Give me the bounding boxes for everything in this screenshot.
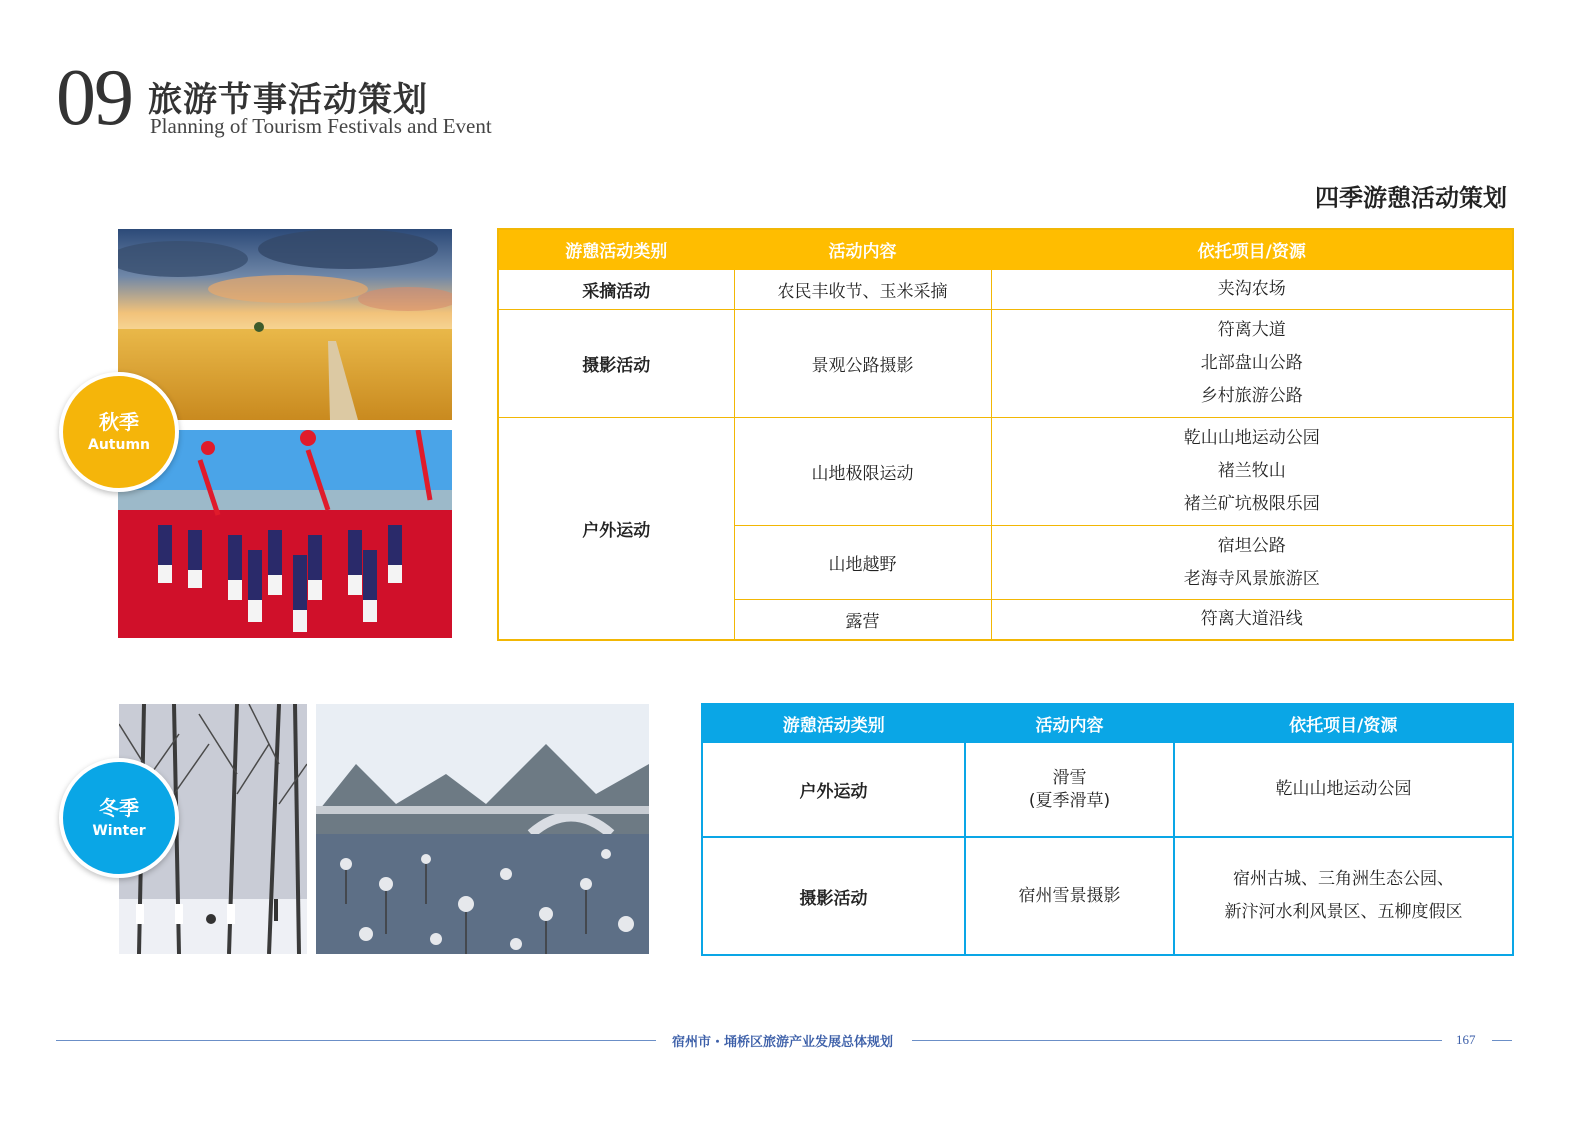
footer-rule-right: [1492, 1040, 1512, 1041]
snowy-lake-bridge-photo: [316, 704, 649, 954]
resource-line: 宿坦公路: [1217, 535, 1286, 556]
content-cell: 景观公路摄影: [734, 310, 991, 418]
footer-page-number: 167: [1456, 1032, 1476, 1047]
resource-line: 符离大道: [1217, 320, 1286, 340]
winter-badge-en: Winter: [92, 823, 146, 839]
content-cell: 露营: [734, 600, 991, 640]
autumn-header-resources: 依托项目/资源: [991, 229, 1513, 270]
resource-line: 褚兰牧山: [1217, 461, 1286, 481]
autumn-table-header: [498, 229, 1513, 270]
category-cell: 户外运动: [498, 418, 734, 640]
autumn-badge-en: Autumn: [87, 437, 150, 453]
content-line: 滑雪: [1052, 767, 1087, 788]
category-cell: 采摘活动: [498, 270, 734, 310]
content-cell: 山地极限运动: [734, 418, 991, 526]
footer-rule-left: [56, 1040, 656, 1041]
table-row: [702, 837, 1513, 955]
winter-header-resources: 依托项目/资源: [1174, 704, 1513, 742]
content-cell: 农民丰收节、玉米采摘: [734, 270, 991, 310]
category-cell: 摄影活动: [702, 837, 965, 955]
autumn-header-category: 游憩活动类别: [498, 229, 734, 270]
winter-activity-table: [701, 703, 1514, 956]
resource-cell: [991, 310, 1513, 418]
resource-cell: [1174, 742, 1513, 837]
category-cell: 摄影活动: [498, 310, 734, 418]
resource-line: 老海寺风景旅游区: [1183, 568, 1320, 589]
footer-document-title: 宿州市・埇桥区旅游产业发展总体规划: [672, 1035, 894, 1050]
section-title: 四季游憩活动策划: [1315, 183, 1507, 212]
resource-cell: [991, 270, 1513, 310]
winter-badge-cn: 冬季: [99, 796, 139, 820]
winter-header-content: 活动内容: [965, 704, 1174, 742]
autumn-season-badge: [59, 372, 179, 492]
table-row: [498, 310, 1513, 418]
content-line: 宿州雪景摄影: [1018, 885, 1121, 906]
resource-cell: [991, 526, 1513, 600]
footer-rule-middle: [912, 1040, 1442, 1041]
resource-line: 宿州古城、三角洲生态公园、: [1233, 869, 1454, 889]
content-cell: [965, 742, 1174, 837]
chapter-number: 09: [56, 54, 132, 142]
wheat-field-photo: [118, 229, 452, 420]
resource-line: 夹沟农场: [1217, 279, 1286, 299]
autumn-activity-table: [497, 228, 1514, 641]
content-cell: [965, 837, 1174, 955]
resource-line: 乾山山地运动公园: [1183, 428, 1320, 448]
autumn-badge-cn: 秋季: [99, 410, 139, 434]
resource-line: 乡村旅游公路: [1200, 386, 1303, 406]
autumn-header-content: 活动内容: [734, 229, 991, 270]
chapter-title: 旅游节事活动策划: [148, 80, 428, 120]
chapter-subtitle: Planning of Tourism Festivals and Event: [150, 114, 492, 138]
resource-cell: [991, 418, 1513, 526]
table-row: [498, 270, 1513, 310]
content-line: (夏季滑草): [1028, 790, 1111, 811]
resource-line: 符离大道沿线: [1200, 608, 1303, 629]
resource-line: 乾山山地运动公园: [1275, 779, 1412, 799]
resource-line: 褚兰矿坑极限乐园: [1183, 494, 1320, 514]
table-row: [702, 742, 1513, 837]
resource-cell: [1174, 837, 1513, 955]
resource-line: 新汴河水利风景区、五柳度假区: [1224, 902, 1463, 922]
content-cell: 山地越野: [734, 526, 991, 600]
winter-header-category: 游憩活动类别: [702, 704, 965, 742]
winter-table-header: [702, 704, 1513, 742]
table-row: [498, 418, 1513, 526]
resource-cell: [991, 600, 1513, 640]
resource-line: 北部盘山公路: [1200, 353, 1303, 373]
category-cell: 户外运动: [702, 742, 965, 837]
winter-season-badge: [59, 758, 179, 878]
